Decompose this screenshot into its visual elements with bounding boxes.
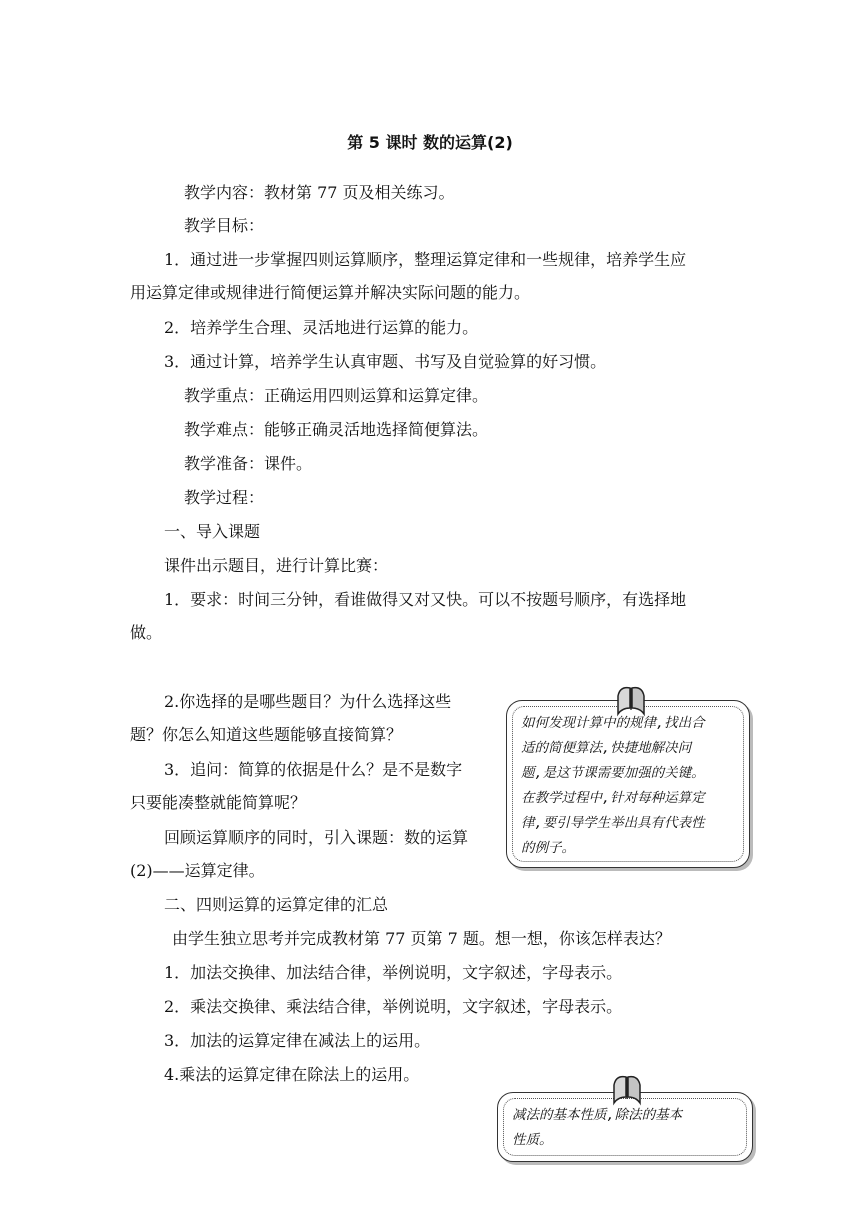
note-line: 律,要引导学生举出具有代表性 (521, 815, 705, 831)
text-line: 题？你怎么知道这些题能够直接简算？ (130, 725, 403, 744)
text-line: 课件出示题目，进行计算比赛： (164, 556, 389, 575)
text-line: 1．要求：时间三分钟，看谁做得又对又快。可以不按题号顺序，有选择地 (164, 590, 687, 609)
note-line: 减法的基本性质,除法的基本 (512, 1107, 683, 1123)
note-line: 性质。 (512, 1132, 553, 1148)
text-line: 1．加法交换律、加法结合律，举例说明，文字叙述，字母表示。 (164, 963, 623, 982)
text-line: 教学目标： (184, 216, 265, 235)
text-line: 3．加法的运算定律在减法上的运用。 (164, 1031, 431, 1050)
binder-clip-icon (610, 1073, 644, 1107)
text-line: (2)——运算定律。 (130, 861, 265, 880)
text-line: 做。 (130, 623, 163, 642)
note-line: 适的简便算法,快捷地解决问 (521, 740, 692, 756)
text-line: 一、导入课题 (164, 522, 261, 541)
text-line: 3．通过计算，培养学生认真审题、书写及自觉验算的好习惯。 (164, 352, 607, 371)
text-line: 教学内容：教材第 77 页及相关练习。 (184, 183, 455, 202)
binder-clip-icon (614, 684, 648, 718)
text-line: 教学过程： (184, 488, 265, 507)
text-line: 2．培养学生合理、灵活地进行运算的能力。 (164, 318, 479, 337)
text-line: 只要能凑整就能简算呢？ (130, 793, 307, 812)
text-line: 用运算定律或规律进行简便运算并解决实际问题的能力。 (130, 283, 531, 302)
text-line: 教学准备：课件。 (184, 454, 313, 473)
text-line: 教学重点：正确运用四则运算和运算定律。 (184, 386, 489, 405)
side-note-tip (506, 700, 750, 868)
text-line: 2.你选择的是哪些题目？为什么选择这些 (164, 692, 452, 711)
text-line: 3．追问：简算的依据是什么？是不是数字 (164, 760, 463, 779)
note-line: 题,是这节课需要加强的关键。 (521, 765, 705, 781)
text-line: 教学难点：能够正确灵活地选择简便算法。 (184, 420, 489, 439)
text-line: 由学生独立思考并完成教材第 77 页第 7 题。想一想，你该怎样表达？ (172, 929, 671, 948)
text-line: 1．通过进一步掌握四则运算顺序，整理运算定律和一些规律，培养学生应 (164, 250, 687, 269)
text-line: 4.乘法的运算定律在除法上的运用。 (164, 1065, 420, 1084)
text-line: 2．乘法交换律、乘法结合律，举例说明，文字叙述，字母表示。 (164, 997, 623, 1016)
text-line: 二、四则运算的运算定律的汇总 (164, 895, 389, 914)
text-line: 回顾运算顺序的同时，引入课题：数的运算 (164, 828, 469, 847)
note-line: 在教学过程中,针对每种运算定 (521, 790, 705, 806)
note-line: 如何发现计算中的规律,找出合 (521, 715, 705, 731)
lesson-title: 第 5 课时 数的运算(2) (347, 133, 513, 152)
note-line: 的例子。 (521, 840, 575, 856)
